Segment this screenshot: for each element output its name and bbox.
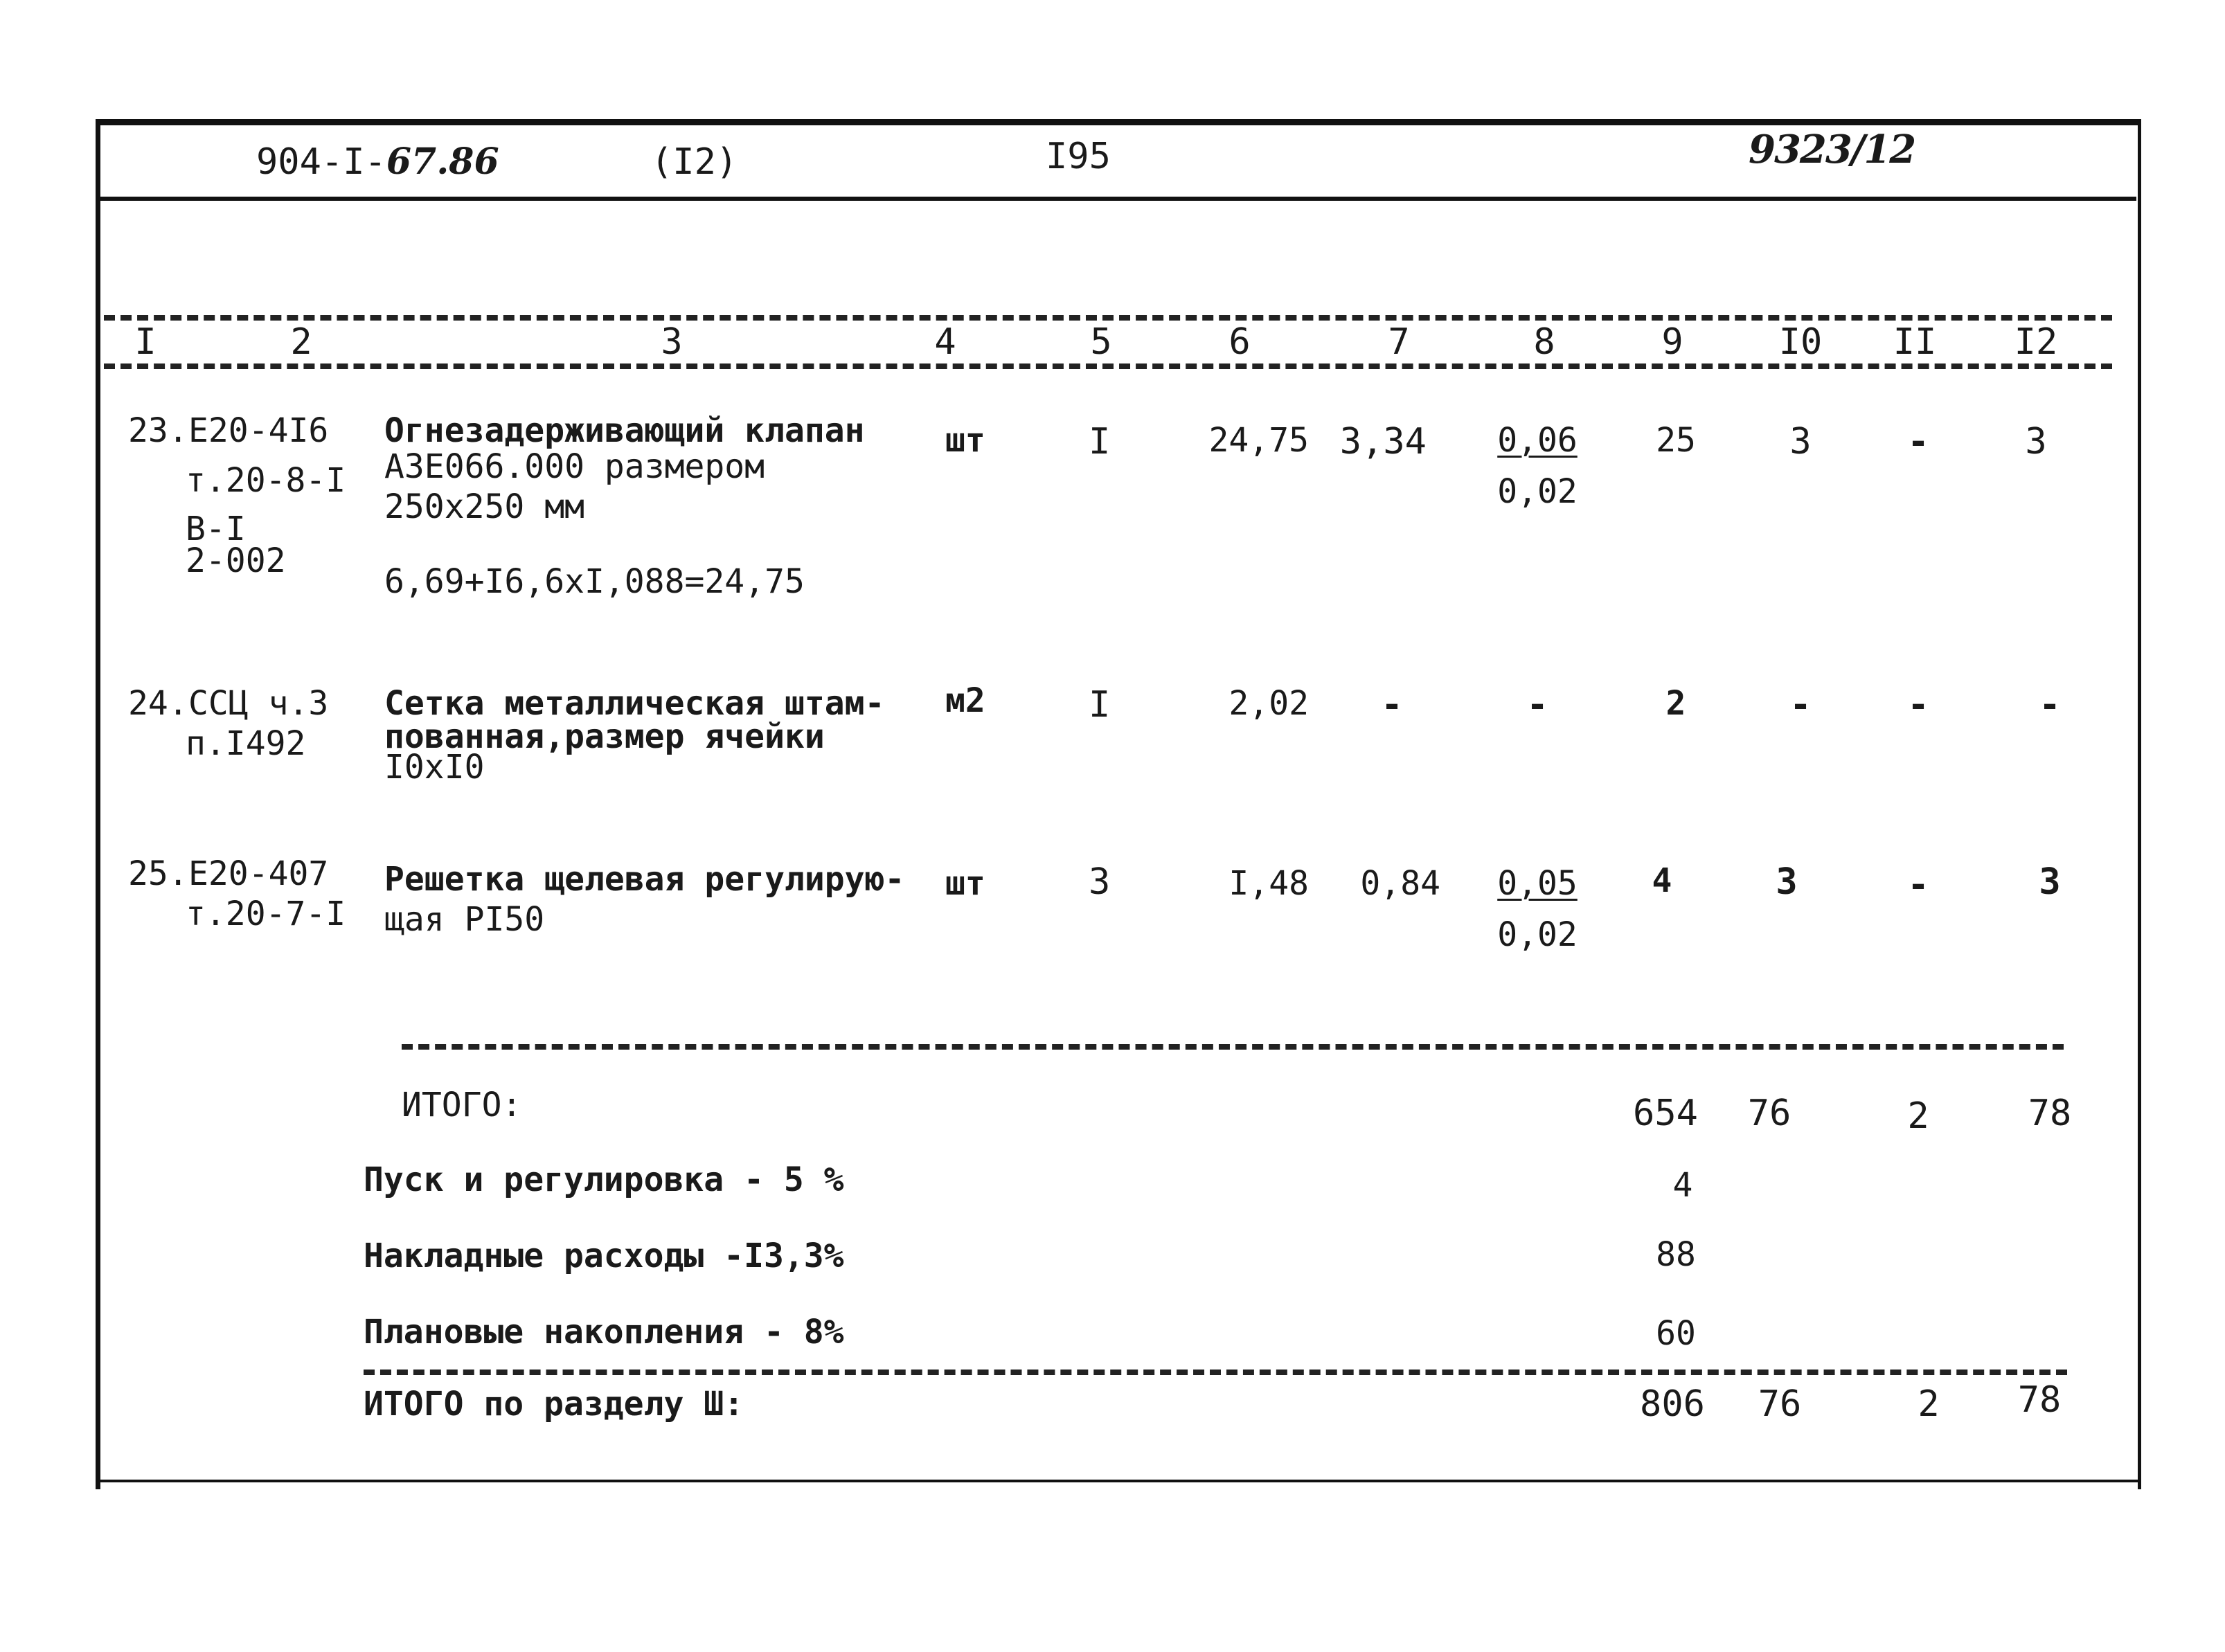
row-col12: 3 (2039, 861, 2061, 903)
nakladnye-label: Накладные расходы -I3,3% (364, 1237, 844, 1275)
section-total-col9: 806 (1640, 1383, 1705, 1425)
row-quantity: 3 (1089, 861, 1111, 903)
col-header-12: I2 (2014, 321, 2058, 363)
row-description-line: Сетка металлическая штам- (384, 684, 885, 723)
row-code-line: п.I492 (186, 724, 306, 763)
row-col11: - (1907, 421, 1929, 463)
itogo-col11: 2 (1907, 1095, 1929, 1137)
inventory-number-handwritten: 9323/12 (1749, 127, 1915, 172)
row-unit: м2 (945, 681, 985, 720)
page-number: I95 (1046, 136, 1111, 177)
sheet-ref: (I2) (651, 141, 738, 183)
row-col9: 25 (1656, 421, 1696, 460)
col-header-3: 3 (661, 321, 683, 363)
row-col10: - (1789, 684, 1812, 726)
nakladnye-value: 88 (1656, 1235, 1696, 1274)
section-total-col12: 78 (2017, 1379, 2062, 1421)
row-unit-price: 2,02 (1228, 684, 1309, 723)
col-header-7: 7 (1388, 321, 1410, 363)
col-header-8: 8 (1533, 321, 1555, 363)
pusk-label: Пуск и регулировка - 5 % (364, 1160, 844, 1199)
row-col8-bottom: 0,02 (1497, 472, 1578, 511)
column-header-bottom-rule (104, 363, 2112, 369)
col-header-1: I (134, 321, 157, 363)
row-col8-top: 0,06 (1497, 421, 1578, 460)
row-code-line: 2-002 (186, 541, 286, 580)
pusk-value: 4 (1672, 1166, 1693, 1205)
row-col8-bottom: 0,02 (1497, 915, 1578, 954)
row-col8-top: 0,05 (1497, 864, 1578, 903)
section-total-label: ИТОГО по разделу Ш: (364, 1385, 744, 1424)
row-col10: 3 (1789, 421, 1812, 463)
row-col9: 4 (1652, 861, 1672, 900)
row-col10: 3 (1776, 861, 1798, 903)
row-col9: 2 (1665, 684, 1686, 723)
header-divider (100, 197, 2136, 201)
row-code-line: т.20-8-I (186, 461, 346, 500)
row-code-line: Е20-4I6 (188, 411, 329, 450)
col-header-6: 6 (1228, 321, 1251, 363)
doc-code: 904-I-67.86 (256, 141, 499, 183)
col-header-9: 9 (1661, 321, 1683, 363)
row-code-line: Е20-407 (188, 854, 329, 893)
column-header-top-rule (104, 315, 2112, 321)
row-description-line: пованная,размер ячейки (384, 717, 825, 756)
doc-code-handwritten: 67.86 (386, 141, 499, 183)
row-number: 23. (128, 411, 188, 450)
itogo-col9: 654 (1633, 1093, 1698, 1134)
itogo-label: ИТОГО: (402, 1086, 522, 1124)
row-unit: шт (945, 864, 985, 903)
section-total-rule (364, 1370, 2067, 1375)
row-description-line: 250х250 мм (384, 487, 584, 526)
row-quantity: I (1089, 421, 1111, 463)
row-description-line: щая PI50 (384, 900, 545, 939)
row-col12: 3 (2025, 421, 2047, 463)
col-header-5: 5 (1090, 321, 1112, 363)
row-col7: 0,84 (1360, 864, 1440, 903)
row-code-line: В-I (186, 510, 246, 548)
row-col12: - (2039, 684, 2061, 726)
itogo-col12: 78 (2028, 1093, 2072, 1134)
row-col7: 3,34 (1339, 421, 1427, 463)
row-unit-price: 24,75 (1208, 421, 1309, 460)
planovye-label: Плановые накопления - 8% (364, 1313, 844, 1352)
totals-top-rule (402, 1044, 2064, 1050)
itogo-col10: 76 (1747, 1093, 1791, 1134)
col-header-2: 2 (290, 321, 312, 363)
row-description-line: А3Е066.000 размером (384, 447, 765, 486)
col-header-4: 4 (934, 321, 956, 363)
row-description-line: I0хI0 (384, 748, 485, 787)
section-total-col10: 76 (1758, 1383, 1802, 1425)
row-description-line: Огнезадерживающий клапан (384, 411, 865, 450)
row-unit: шт (945, 421, 985, 460)
row-description-line: Решетка щелевая регулирую- (384, 860, 905, 899)
row-calculation: 6,69+I6,6хI,088=24,75 (384, 562, 805, 601)
col-header-10: I0 (1778, 321, 1823, 363)
row-col8-top: - (1526, 684, 1548, 726)
row-col7: - (1381, 684, 1403, 726)
row-number: 25. (128, 854, 188, 893)
col-header-11: II (1893, 321, 1937, 363)
row-code-line: ССЦ ч.3 (188, 684, 329, 723)
planovye-value: 60 (1656, 1314, 1696, 1353)
row-unit-price: I,48 (1228, 864, 1309, 903)
row-quantity: I (1089, 684, 1111, 726)
row-col11: - (1907, 684, 1929, 726)
bottom-border (96, 1480, 2140, 1482)
row-number: 24. (128, 684, 188, 723)
section-total-col11: 2 (1918, 1383, 1940, 1425)
row-code-line: т.20-7-I (186, 895, 346, 933)
row-col11: - (1907, 864, 1929, 906)
